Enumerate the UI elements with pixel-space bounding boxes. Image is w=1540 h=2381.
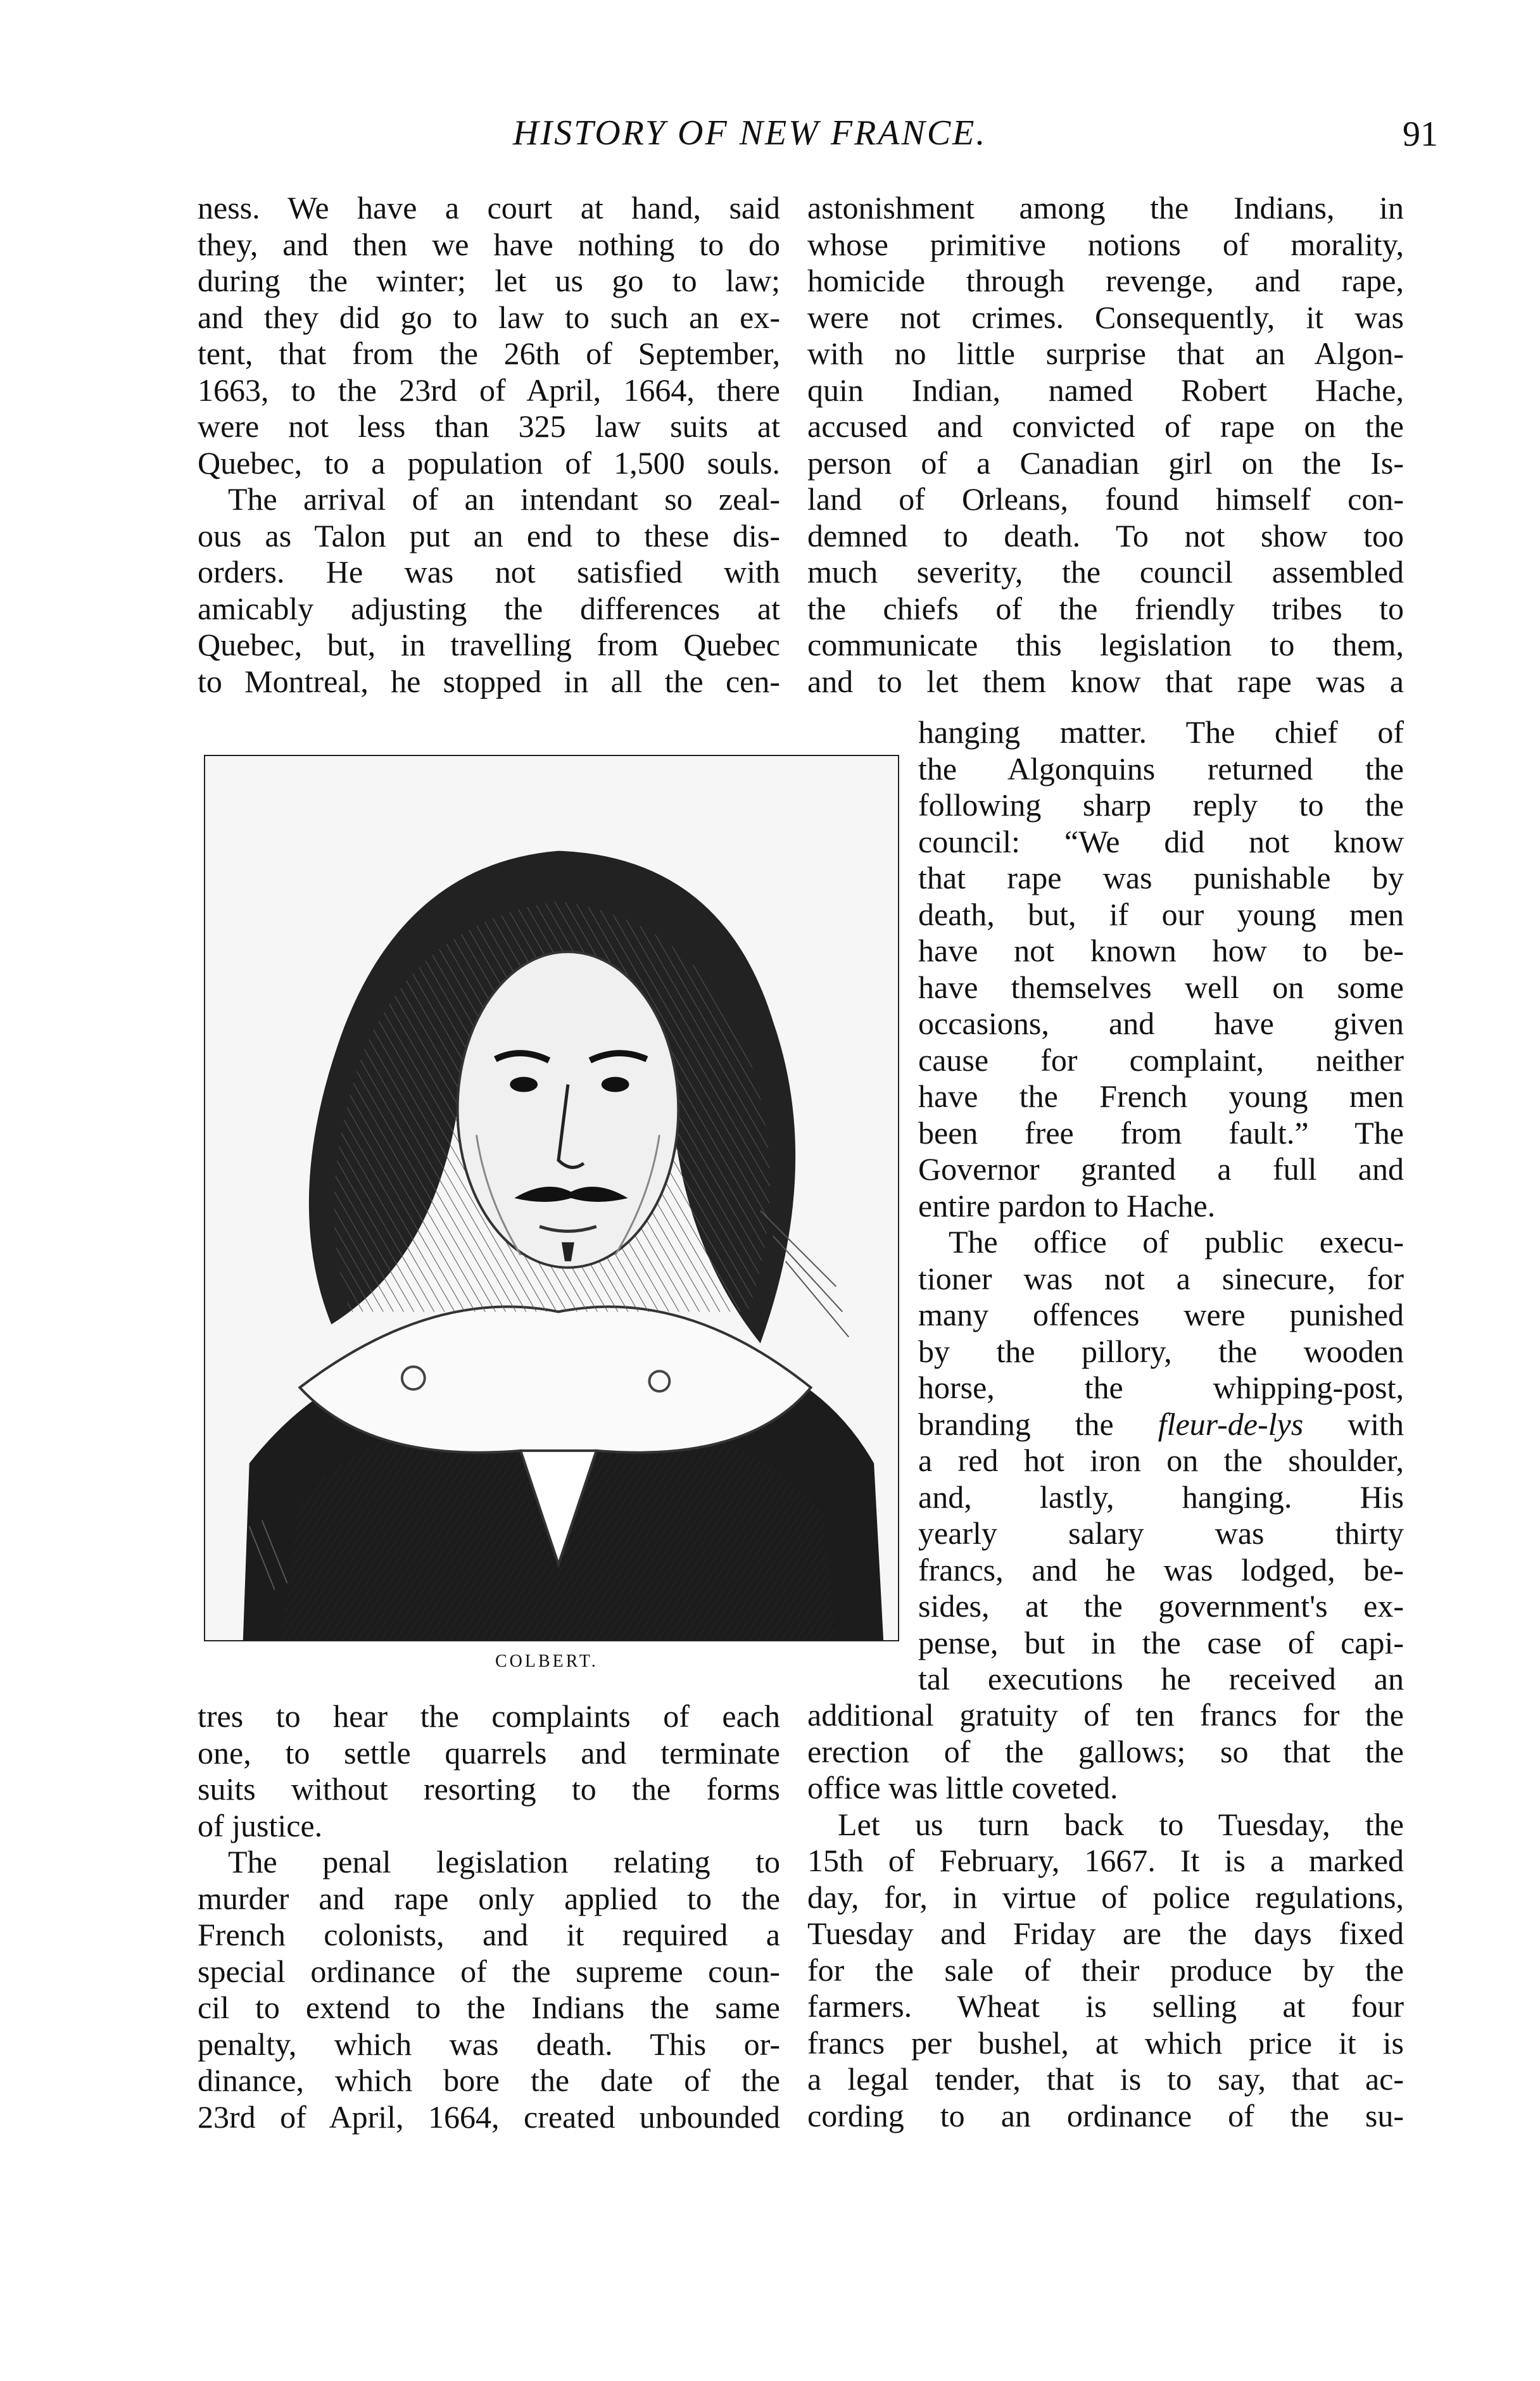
text-line: a red hot iron on the shoulder, xyxy=(918,1443,1404,1478)
left-column-bottom xyxy=(198,1698,780,2135)
text-line: cording to an ordinance of the su- xyxy=(807,2097,1404,2133)
text-line: francs, and he was lodged, be- xyxy=(918,1551,1404,1588)
text-line: demned to death. To not show too xyxy=(807,517,1404,553)
text-line: 23rd of April, 1664, created unbounded xyxy=(198,2099,780,2135)
colbert-portrait-engraving xyxy=(204,755,899,1641)
text-line: Quebec, to a population of 1,500 souls. xyxy=(198,445,780,481)
text-line: they, and then we have nothing to do xyxy=(198,226,780,262)
text-line: horse, the whipping-post, xyxy=(918,1370,1404,1405)
text-line: with no little surprise that an Algon- xyxy=(807,336,1404,371)
text-line: communicate this legislation to them, xyxy=(807,627,1404,662)
text-line: The penal legislation relating to xyxy=(228,1844,780,1879)
portrait-illustration xyxy=(205,756,898,1640)
text-line: many offences were punished xyxy=(918,1297,1404,1332)
text-line: The office of public execu- xyxy=(949,1224,1404,1260)
text-line: to Montreal, he stopped in all the cen- xyxy=(198,663,780,699)
text-line: The arrival of an intendant so zeal- xyxy=(228,481,780,517)
text-line: have the French young men xyxy=(918,1078,1404,1114)
text-line: land of Orleans, found himself con- xyxy=(807,481,1404,517)
text-line: for the sale of their produce by the xyxy=(807,1952,1404,1988)
running-title: HISTORY OF NEW FRANCE. xyxy=(513,113,987,153)
text-line: erection of the gallows; so that the xyxy=(807,1733,1404,1769)
text-line: tent, that from the 26th of September, xyxy=(198,336,780,371)
figure-caption: COLBERT. xyxy=(495,1652,598,1671)
text-line: were not less than 325 law suits at xyxy=(198,408,780,444)
text-line: during the winter; let us go to law; xyxy=(198,263,780,298)
text-line: ness. We have a court at hand, said xyxy=(198,190,780,225)
text-line: 1663, to the 23rd of April, 1664, there xyxy=(198,372,780,408)
text-line: tres to hear the complaints of each xyxy=(198,1698,780,1734)
text-line: have not known how to be- xyxy=(918,933,1404,968)
text-line: suits without resorting to the forms xyxy=(198,1771,780,1807)
right-column-wrap xyxy=(918,714,1404,1698)
text-line: council: “We did not know xyxy=(918,823,1404,859)
text-line: of justice. xyxy=(198,1807,323,1843)
page-number: 91 xyxy=(1403,115,1438,154)
text-line: and they did go to law to such an ex- xyxy=(198,299,780,335)
left-column-top xyxy=(198,190,780,700)
text-line: cause for complaint, neither xyxy=(918,1042,1404,1078)
text-line: one, to settle quarrels and terminate xyxy=(198,1734,780,1771)
text-line: sides, at the government's ex- xyxy=(918,1588,1404,1624)
text-line: day, for, in virtue of police regulations, xyxy=(807,1879,1404,1915)
text-line: francs per bushel, at which price it is xyxy=(807,2024,1404,2061)
text-line: much severity, the council assembled xyxy=(807,554,1404,590)
text-line: astonishment among the Indians, in xyxy=(807,190,1404,225)
text-line: entire pardon to Hache. xyxy=(918,1187,1216,1223)
text-line: Governor granted a full and xyxy=(918,1151,1404,1187)
page-header xyxy=(0,113,1540,163)
text-line xyxy=(918,1406,1404,1443)
text-line: the chiefs of the friendly tribes to xyxy=(807,590,1404,626)
text-line: death, but, if our young men xyxy=(918,896,1404,932)
text-line: tal executions he received an xyxy=(918,1661,1404,1696)
text-line: 15th of February, 1667. It is a marked xyxy=(807,1843,1404,1878)
text-line: homicide through revenge, and rape, xyxy=(807,263,1404,298)
text-line: whose primitive notions of morality, xyxy=(807,226,1404,262)
text-line: farmers. Wheat is selling at four xyxy=(807,1988,1404,2024)
text-line: hanging matter. The chief of xyxy=(918,714,1404,750)
text-line: orders. He was not satisfied with xyxy=(198,554,780,590)
right-column-top xyxy=(807,190,1404,700)
text-line: French colonists, and it required a xyxy=(198,1917,780,1952)
text-line: dinance, which bore the date of the xyxy=(198,2062,780,2098)
text-line: yearly salary was thirty xyxy=(918,1515,1404,1551)
text-fragment: branding the xyxy=(918,1406,1158,1442)
text-line: penalty, which was death. This or- xyxy=(198,2026,780,2062)
text-line: the Algonquins returned the xyxy=(918,750,1404,786)
text-line: have themselves well on some xyxy=(918,969,1404,1005)
text-line: Let us turn back to Tuesday, the xyxy=(838,1806,1404,1842)
text-line: occasions, and have given xyxy=(918,1006,1404,1041)
text-fragment: with xyxy=(1303,1406,1404,1442)
italic-term: fleur-de-lys xyxy=(1158,1406,1304,1442)
text-line: been free from fault.” The xyxy=(918,1115,1404,1151)
text-line: office was little coveted. xyxy=(807,1770,1118,1805)
text-line: by the pillory, the wooden xyxy=(918,1333,1404,1369)
right-column-bottom xyxy=(807,1697,1404,2134)
text-line: accused and convicted of rape on the xyxy=(807,408,1404,444)
text-line: person of a Canadian girl on the Is- xyxy=(807,445,1404,481)
text-line: Quebec, but, in travelling from Quebec xyxy=(198,627,780,662)
text-line: quin Indian, named Robert Hache, xyxy=(807,372,1404,408)
text-line: and, lastly, hanging. His xyxy=(918,1479,1404,1515)
text-line: tioner was not a sinecure, for xyxy=(918,1260,1404,1296)
text-line: murder and rape only applied to the xyxy=(198,1880,780,1916)
text-line: amicably adjusting the differences at xyxy=(198,590,780,626)
text-line: a legal tender, that is to say, that ac- xyxy=(807,2061,1404,2097)
text-line: following sharp reply to the xyxy=(918,787,1404,823)
text-line: special ordinance of the supreme coun- xyxy=(198,1953,780,1989)
text-line: cil to extend to the Indians the same xyxy=(198,1990,780,2025)
text-line: ous as Talon put an end to these dis- xyxy=(198,517,780,553)
text-line: that rape was punishable by xyxy=(918,860,1404,895)
text-line: pense, but in the case of capi- xyxy=(918,1624,1404,1660)
text-line: and to let them know that rape was a xyxy=(807,663,1404,699)
text-line: Tuesday and Friday are the days fixed xyxy=(807,1916,1404,1951)
text-line: were not crimes. Consequently, it was xyxy=(807,299,1404,335)
text-line: additional gratuity of ten francs for the xyxy=(807,1697,1404,1733)
